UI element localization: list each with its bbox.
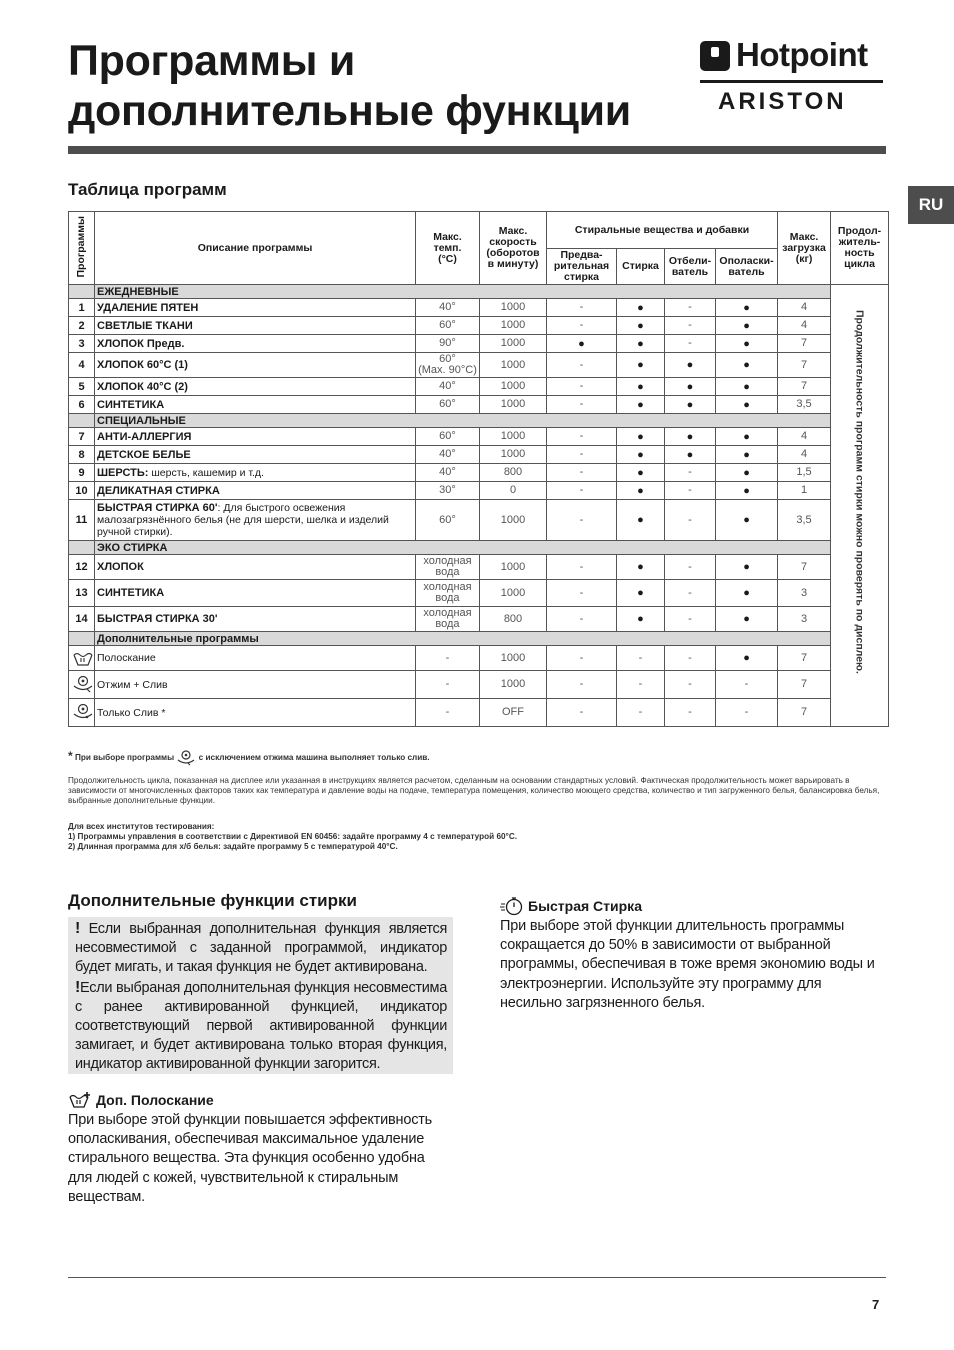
program-soft: ● — [716, 446, 778, 464]
program-name — [95, 353, 416, 378]
program-pre: - — [547, 646, 617, 671]
group-row-daily — [69, 285, 889, 299]
col-header-wash: Стирка — [617, 249, 665, 285]
program-name — [95, 580, 416, 607]
program-icon-cell — [69, 646, 95, 671]
program-bleach: - — [665, 671, 716, 699]
program-load: 4 — [778, 299, 831, 317]
col-header-prewash: Предва- рительная стирка — [547, 249, 617, 285]
program-temp: 60° (Max. 90°С) — [416, 353, 480, 378]
program-row — [69, 428, 889, 446]
functions-title: Дополнительные функции стирки — [68, 891, 357, 910]
program-speed: 1000 — [480, 446, 547, 464]
program-pre: - — [547, 353, 617, 378]
program-name — [95, 464, 416, 482]
program-number: 4 — [69, 353, 95, 378]
program-temp: 30° — [416, 482, 480, 500]
program-wash: - — [617, 671, 665, 699]
footnote-testing: Для всех институтов тестирования: 1) Программы управления в соответствии с Директивой EN 60456: задайте программу 4 с температурой 60°С. 2) Длинная программа для х/б белья: задайте программу 5 с температурой 40°С. — [68, 822, 518, 851]
program-number: 11 — [69, 500, 95, 541]
extra-rinse-icon — [68, 1091, 92, 1109]
program-row — [69, 607, 889, 632]
program-row — [69, 646, 889, 671]
program-number: 14 — [69, 607, 95, 632]
program-load: 7 — [778, 353, 831, 378]
program-temp: 40° — [416, 299, 480, 317]
program-bleach: - — [665, 646, 716, 671]
program-soft: ● — [716, 428, 778, 446]
program-name — [95, 317, 416, 335]
program-pre: - — [547, 396, 617, 414]
program-name-text: АНТИ-АЛЛЕРГИЯ — [97, 430, 192, 443]
program-pre: - — [547, 500, 617, 541]
program-wash: ● — [617, 464, 665, 482]
program-soft: - — [716, 671, 778, 699]
program-pre: - — [547, 464, 617, 482]
program-row — [69, 482, 889, 500]
program-load: 4 — [778, 446, 831, 464]
program-load: 1 — [778, 482, 831, 500]
brand-logo — [700, 36, 886, 116]
page-title-line-1: Программы и — [68, 37, 355, 85]
program-name-text: ХЛОПОК 60°С (1) — [97, 359, 188, 371]
program-speed: 1000 — [480, 396, 547, 414]
program-row — [69, 335, 889, 353]
footnote-drain-only: * При выборе программы с исключением отжима машина выполняет только слив. — [68, 750, 888, 766]
program-temp: 60° — [416, 396, 480, 414]
col-header-softener: Ополаски- ватель — [716, 249, 778, 285]
program-number: 8 — [69, 446, 95, 464]
program-speed: 1000 — [480, 555, 547, 580]
program-wash: - — [617, 699, 665, 727]
program-load: 3 — [778, 580, 831, 607]
program-wash: ● — [617, 335, 665, 353]
spin-drain-program-icon — [71, 675, 95, 695]
program-load: 7 — [778, 378, 831, 396]
program-number: 12 — [69, 555, 95, 580]
program-bleach: ● — [665, 353, 716, 378]
program-load: 7 — [778, 671, 831, 699]
program-wash: ● — [617, 353, 665, 378]
program-temp: - — [416, 699, 480, 727]
program-soft: ● — [716, 299, 778, 317]
program-name — [95, 396, 416, 414]
program-load: 7 — [778, 555, 831, 580]
program-pre: - — [547, 317, 617, 335]
program-bleach: - — [665, 317, 716, 335]
program-name — [95, 555, 416, 580]
program-speed: 1000 — [480, 353, 547, 378]
program-temp: 40° — [416, 446, 480, 464]
warning-incompatible-function: Если выбраная дополнительная функция несовместима с ранее активированной функцией, индикатор соответствующий первой активированной функции замигает, и будет активирована только вторая функция, индикатор активированной функции загорится. — [75, 979, 447, 1073]
quick-wash-stopwatch-icon — [500, 896, 524, 916]
logo-mark-icon — [700, 41, 730, 71]
group-label: ЭКО СТИРКА — [95, 541, 831, 555]
program-row — [69, 555, 889, 580]
program-soft: ● — [716, 335, 778, 353]
program-temp: холодная вода — [416, 555, 480, 580]
program-pre: - — [547, 482, 617, 500]
program-name-text: СИНТЕТИКА — [97, 587, 165, 599]
program-bleach: - — [665, 299, 716, 317]
programs-table — [68, 211, 889, 727]
program-name-text: ДЕЛИКАТНАЯ СТИРКА — [97, 484, 220, 497]
logo-main-text: Hotpoint — [736, 36, 868, 73]
program-load: 3,5 — [778, 500, 831, 541]
program-temp: холодная вода — [416, 580, 480, 607]
group-label: ЕЖЕДНЕВНЫЕ — [95, 285, 831, 299]
program-wash: ● — [617, 378, 665, 396]
program-temp: 60° — [416, 428, 480, 446]
program-soft: ● — [716, 482, 778, 500]
program-load: 3,5 — [778, 396, 831, 414]
program-name-text: СВЕТЛЫЕ ТКАНИ — [97, 319, 193, 332]
program-bleach: - — [665, 464, 716, 482]
page-title-line-2: дополнительные функции — [68, 87, 631, 135]
program-load: 4 — [778, 317, 831, 335]
program-pre: - — [547, 699, 617, 727]
program-row — [69, 378, 889, 396]
program-note: Полоскание — [97, 652, 156, 664]
duration-note: Продолжительность программ стирки можно проверять по дисплею. — [853, 310, 866, 674]
program-soft: ● — [716, 607, 778, 632]
program-wash: - — [617, 646, 665, 671]
extra-rinse-body: При выборе этой функции повышается эффективность ополаскивания, обеспечивая максимальное удаление стирального вещества. Эта функция особенно удобна для людей с кожей, чувствительной к стиральным веществам. — [68, 1112, 433, 1205]
program-note: шерсть, кашемир и т.д. — [148, 466, 264, 479]
program-name — [95, 446, 416, 464]
program-bleach: - — [665, 500, 716, 541]
program-name — [95, 671, 416, 699]
program-pre: - — [547, 428, 617, 446]
extra-rinse-title: Доп. Полоскание — [68, 1091, 214, 1109]
program-temp: 60° — [416, 317, 480, 335]
page-number: 7 — [872, 1297, 880, 1312]
program-name — [95, 482, 416, 500]
program-name — [95, 500, 416, 541]
program-speed: 1000 — [480, 317, 547, 335]
program-wash: ● — [617, 607, 665, 632]
warning-incompatible-program: Если выбранная дополнительная функция является несовместимой с заданной программой, индикатор будет мигать, и такая функция не будет активирована. — [75, 921, 448, 976]
program-soft: ● — [716, 317, 778, 335]
program-load: 3 — [778, 607, 831, 632]
program-speed: 0 — [480, 482, 547, 500]
program-soft: ● — [716, 646, 778, 671]
program-name-text: ХЛОПОК Предв. — [97, 337, 185, 350]
program-speed: 1000 — [480, 378, 547, 396]
program-number: 9 — [69, 464, 95, 482]
programs-table-title: Таблица программ — [68, 180, 227, 199]
program-speed: 1000 — [480, 335, 547, 353]
program-bleach: - — [665, 580, 716, 607]
logo-divider — [700, 80, 883, 83]
program-temp: 40° — [416, 464, 480, 482]
col-header-max-speed: Макс. скорость (оборотов в минуту) — [480, 212, 547, 285]
title-divider-bar — [68, 146, 886, 154]
program-load: 4 — [778, 428, 831, 446]
program-soft: ● — [716, 396, 778, 414]
program-soft: - — [716, 699, 778, 727]
program-soft: ● — [716, 464, 778, 482]
program-speed: 1000 — [480, 500, 547, 541]
program-soft: ● — [716, 378, 778, 396]
program-row — [69, 500, 889, 541]
col-header-max-load: Макс. загрузка (кг) — [778, 212, 831, 285]
program-bleach: ● — [665, 378, 716, 396]
program-speed: 1000 — [480, 299, 547, 317]
program-bleach: - — [665, 699, 716, 727]
program-temp: - — [416, 671, 480, 699]
program-bleach: - — [665, 555, 716, 580]
program-name — [95, 646, 416, 671]
program-load: 1,5 — [778, 464, 831, 482]
col-header-description: Описание программы — [95, 212, 416, 285]
program-load: 7 — [778, 335, 831, 353]
program-note: : Для быстрого освежения малозагрязнённого белья (не для шерсти, шелка и изделий ручной стирки). — [97, 502, 389, 538]
group-row-eco — [69, 541, 889, 555]
program-number: 13 — [69, 580, 95, 607]
program-wash: ● — [617, 446, 665, 464]
footnote-cycle-duration: Продолжительность цикла, показанная на дисплее или указанная в инструкциях является расчетом, сделанным на основании стандартных условий. Фактическая продолжительность может варьировать в зависимости от многочисленных факторов таких как температура и давление воды на подаче, температура помещения, количество моющего средства, количество и тип загруженного белья, балансировка белья, выбранные дополнительные функции. — [68, 776, 880, 805]
program-name-text: СИНТЕТИКА — [97, 398, 165, 411]
program-temp: 90° — [416, 335, 480, 353]
program-wash: ● — [617, 396, 665, 414]
program-name — [95, 699, 416, 727]
program-name — [95, 378, 416, 396]
col-header-max-temp: Макс. темп. (°C) — [416, 212, 480, 285]
page-title — [68, 36, 631, 136]
program-pre: - — [547, 378, 617, 396]
program-pre: - — [547, 299, 617, 317]
program-speed: 800 — [480, 464, 547, 482]
program-name — [95, 335, 416, 353]
program-number: 7 — [69, 428, 95, 446]
quick-wash-title: Быстрая Стирка — [500, 896, 642, 916]
program-name-text: ДЕТСКОЕ БЕЛЬЕ — [97, 448, 191, 461]
quick-wash-body: При выборе этой функции длительность программы сокращается до 50% в зависимости от выбранной программы, обеспечивая в тоже время экономию воды и электроэнергии. Используйте эту программу для несильно загрязненного белья. — [500, 918, 875, 1011]
program-icon-cell — [69, 699, 95, 727]
program-number: 2 — [69, 317, 95, 335]
program-pre: - — [547, 446, 617, 464]
program-soft: ● — [716, 555, 778, 580]
program-wash: ● — [617, 580, 665, 607]
program-number: 5 — [69, 378, 95, 396]
program-row — [69, 699, 889, 727]
program-note: Только Слив * — [97, 706, 166, 719]
program-pre: ● — [547, 335, 617, 353]
program-soft: ● — [716, 500, 778, 541]
logo-sub-text: ARISTON — [718, 88, 847, 115]
program-number: 6 — [69, 396, 95, 414]
program-load: 7 — [778, 699, 831, 727]
program-wash: ● — [617, 500, 665, 541]
program-row — [69, 317, 889, 335]
program-row — [69, 299, 889, 317]
group-label: Дополнительные программы — [95, 632, 831, 646]
col-header-detergents: Стиральные вещества и добавки — [547, 212, 778, 249]
program-bleach: ● — [665, 446, 716, 464]
program-name-text: ШЕРСТЬ: — [97, 466, 149, 479]
program-wash: ● — [617, 555, 665, 580]
program-name — [95, 428, 416, 446]
drain-only-program-icon — [71, 703, 95, 723]
program-soft: ● — [716, 580, 778, 607]
program-speed: 1000 — [480, 646, 547, 671]
program-temp: 40° — [416, 378, 480, 396]
footer-divider — [68, 1277, 886, 1278]
program-pre: - — [547, 555, 617, 580]
program-speed: OFF — [480, 699, 547, 727]
program-speed: 1000 — [480, 580, 547, 607]
program-temp: - — [416, 646, 480, 671]
program-bleach: - — [665, 607, 716, 632]
program-icon-cell — [69, 671, 95, 699]
program-name — [95, 607, 416, 632]
program-bleach: - — [665, 335, 716, 353]
group-label: СПЕЦИАЛЬНЫЕ — [95, 414, 831, 428]
program-wash: ● — [617, 299, 665, 317]
program-wash: ● — [617, 428, 665, 446]
program-bleach: ● — [665, 396, 716, 414]
program-wash: ● — [617, 317, 665, 335]
program-load: 7 — [778, 646, 831, 671]
program-speed: 1000 — [480, 671, 547, 699]
program-speed: 800 — [480, 607, 547, 632]
program-row — [69, 464, 889, 482]
program-soft: ● — [716, 353, 778, 378]
program-pre: - — [547, 607, 617, 632]
language-tab: RU — [908, 186, 954, 224]
program-name-text: ХЛОПОК 40°С (2) — [97, 380, 188, 393]
program-row — [69, 446, 889, 464]
program-wash: ● — [617, 482, 665, 500]
program-number: 3 — [69, 335, 95, 353]
group-row-special — [69, 414, 889, 428]
functions-warning-box: ! Если выбранная дополнительная функция является несовместимой с заданной программой, индикатор будет мигать, и такая функция не будет активирована. !Если выбраная дополнительная функция несовместима с ранее активированной функцией, индикатор соответствующий первой активированной функции замигает, и будет активирована только вторая функция, индикатор активированной функции загорится. — [68, 917, 453, 1074]
program-row — [69, 671, 889, 699]
program-name — [95, 299, 416, 317]
program-temp: 60° — [416, 500, 480, 541]
duration-note-cell — [831, 285, 889, 727]
program-name-text: БЫСТРАЯ СТИРКА 30' — [97, 613, 218, 625]
group-row-extra — [69, 632, 889, 646]
program-number: 10 — [69, 482, 95, 500]
program-pre: - — [547, 671, 617, 699]
spin-drain-icon — [176, 750, 196, 766]
program-bleach: ● — [665, 428, 716, 446]
col-header-programs: Программы — [69, 212, 95, 285]
program-row — [69, 580, 889, 607]
program-number: 1 — [69, 299, 95, 317]
col-header-bleach: Отбели- ватель — [665, 249, 716, 285]
rinse-program-icon — [71, 649, 95, 667]
program-temp: холодная вода — [416, 607, 480, 632]
program-name-text: БЫСТРАЯ СТИРКА 60' — [97, 502, 218, 514]
program-speed: 1000 — [480, 428, 547, 446]
program-name-text: ХЛОПОК — [97, 561, 144, 573]
program-name-text: УДАЛЕНИЕ ПЯТЕН — [97, 301, 199, 314]
program-note: Отжим + Слив — [97, 678, 168, 691]
program-bleach: - — [665, 482, 716, 500]
col-header-duration: Продол- житель- ность цикла — [831, 212, 889, 285]
program-row — [69, 353, 889, 378]
program-row — [69, 396, 889, 414]
program-pre: - — [547, 580, 617, 607]
